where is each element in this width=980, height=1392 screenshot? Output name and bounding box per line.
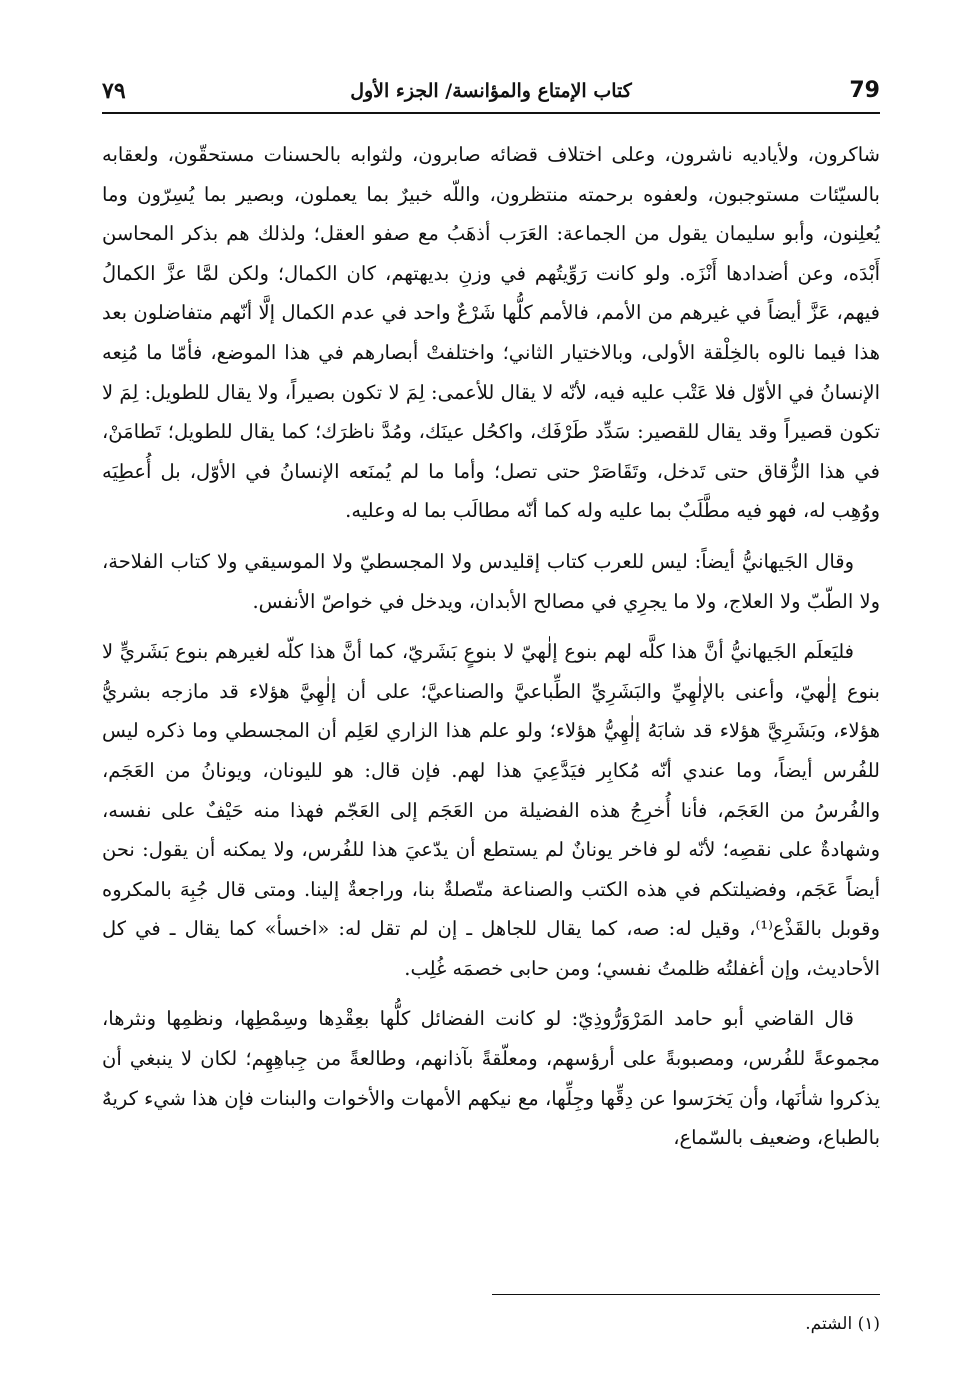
paragraph: فليَعلَم الجَيهانيُّ أنَّ هذا كلَّه لهم بنوع إلٰهيّ لا بنوعٍ بَشَريّ، كما أنَّ هذا كلّه لغيرهم بنوع بَشَريٍّ لا بنوع إلٰهيّ، وأعنى بالإلٰهِيِّ والبَشَرِيِّ الطِّباعيَّ والصناعيَّ؛ على أن إلٰهِيَّ هؤلاء قد مازجه بشريُّ هؤلاء، وبَشَرِيَّ هؤلاء قد شابَهُ إلٰهِيُّ هؤلاء؛ ولو علم هذا الزاري لعَلِم أن المجسطي وما ذكره ليس للفُرس أيضاً، وما عندي أنّه مُكابِر فيَدَّعِيَ هذا لهم. فإن قال: هو لليونان، ويونانُ من العَجَم، والفُرسُ من العَجَم، فأنا أُخرِجُ هذه الفضيلة من العَجَم إلى العَجّم فهذا منه حَيْفٌ على نفسه، وشهادةٌ على نقصِه؛ لأنّه لو فاخر يونانٌ لم يستطع أن يدّعيَ هذا للفُرس، ولا يمكنه أن يقول: نحن أيضاً عَجَم، وفضيلتكم في هذه الكتب والصناعة متّصلةٌ بنا، وراجعةٌ إلينا. ومتى قال جُبِهَ بالمكروه وقوبل بالقَذْع⁽¹⁾، وقيل له: صه، كما يقال للجاهل ـ إن لم تقل له: «اخسأ» كما يقال ـ في كل الأحاديث، وإن أغفلتُه ظلمتُ نفسي؛ ومن حابى خصمَه غُلِب. <box>102 640 880 980</box>
footnote-separator <box>492 1294 880 1295</box>
page-number-arabic: ٧٩ <box>102 78 126 104</box>
book-title: كتاب الإمتاع والمؤانسة/ الجزء الأول <box>350 80 632 102</box>
main-text <box>102 135 880 1158</box>
running-header <box>102 72 880 114</box>
footnote: (١) الشتم. <box>805 1314 880 1334</box>
paragraph: قال القاضي أبو حامد المَرْوَرُّوذِيّ: لو كانت الفضائل كلُّها بعِقْدِها وسِمْطِها، ونظمِها ونثرها، مجموعةً للفُرس، ومصبوبةً على أرؤسهم، ومعلّقةً بآذانهم، وطالعةً من جِباهِهِم؛ لكان لا ينبغي أن يذكروا شأنَها، وأن يَخرَسوا عن دِقِّها وجِلِّها، مع نيكهم الأمهات والأخوات والبنات فإن هذا شيء كريهٌ بالطباع، وضعيف بالسّماع، <box>102 1007 880 1150</box>
paragraph: وقال الجَيهانيُّ أيضاً: ليس للعرب كتاب إقليدس ولا المجسطيّ ولا الموسيقي ولا كتاب الفلاحة، ولا الطّبّ ولا العلاج، ولا ما يجرِي في مصالح الأبدان، ويدخل في خواصّ الأنفس. <box>102 549 880 613</box>
paragraph: شاكرون، ولأياديه ناشرون، وعلى اختلاف قضائه صابرون، ولثوابه بالحسنات مستحقّون، ولعقابه بالسيّئات مستوجبون، ولعفوه برحمته منتظرون، واللّه خبيرٌ بما يعملون، وبصير بما يُسِرّون وما يُعلِنون، وأبو سليمان يقول من الجماعة: العَرَب أذهَبُ مع صفو العقل؛ ولذلك هم بذكر المحاسن أَبْدَه، وعن أضدادها أَنْزَه. ولو كانت رَوِّيتُهم في وزنِ بديهتهم، كان الكمال؛ ولكن لمَّا عزَّ الكمالُ فيهم، عَزَّ أيضاً في غيرهم من الأمم، فالأمم كلُّها شَرْعٌ واحد في عدم الكمال إلَّا أنّهم متفاضلون بعد هذا فيما نالوه بالخِلْقة الأولى، وبالاختيار الثاني؛ واختلفتْ أبصارهم في هذا الموضع، فأمّا ما مُنِعه الإنسانُ في الأوّل فلا عَتْب عليه فيه، لأنّه لا يقال للأعمى: لِمَ لا تكون بصيراً، ولا يقال للطويل: لِمَ لا تكون قصيراً وقد يقال للقصير: سَدِّد طَرْفَك، واكحُل عينَك، ومُدَّ ناظرَك؛ كما يقال للطويل؛ تَطامَنْ، في هذا الزُّقاق حتى تَدخل، وتَقَاصَرْ حتى تصل؛ وأما ما لم يُمنَعه الإنسانُ في الأوّل، بل أُعطِيَه ووُهِب له، فهو فيه مطَّلَبٌ بما عليه وله كما أنّه مطالَب بما له وعليه. <box>102 143 880 523</box>
book-page <box>102 72 880 1372</box>
page-number-latin: 79 <box>849 78 880 103</box>
